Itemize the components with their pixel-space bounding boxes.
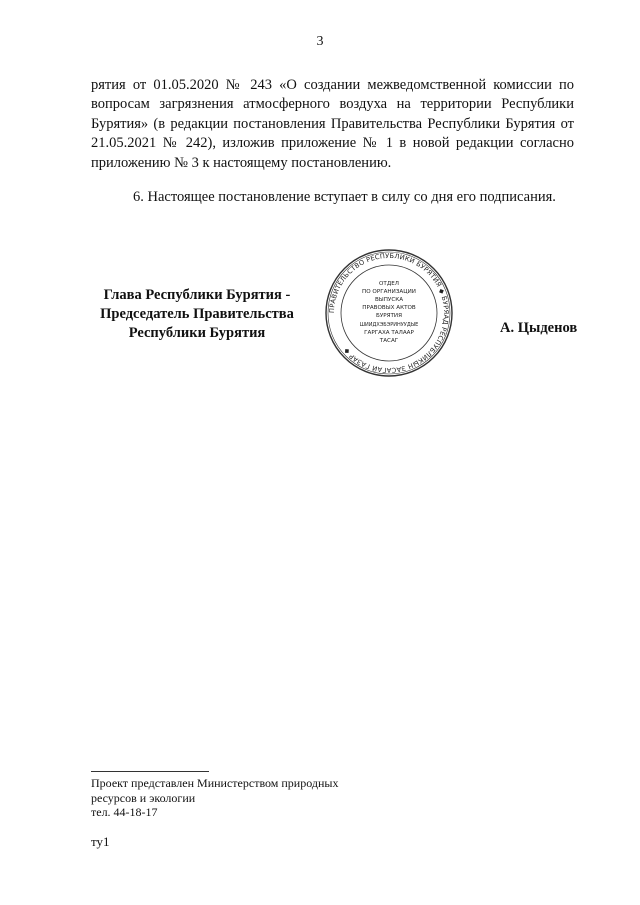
- seal-inner-line: ОТДЕЛ: [379, 281, 399, 287]
- body-paragraph: 6. Настоящее постановление вступает в силу со дня его подписания.: [133, 189, 556, 206]
- signatory-title-line: Глава Республики Бурятия -: [103, 287, 291, 303]
- signatory-title-line: Республики Бурятия: [128, 325, 266, 341]
- footer-divider: [91, 771, 209, 772]
- seal-inner-line: ТАСАГ: [379, 338, 399, 344]
- footer-note: [91, 776, 338, 820]
- body-paragraph: рятия от 01.05.2020 № 243 «О создании межведомственной комиссии по вопросам загрязнения атмосферного воздуха на территории Республики Бурятия» (в редакции постановления Правительства Республики Бурятия от 21.05.2021 № 242), изложив приложение № 1 в новой редакции согласно приложению № 3 к настоящему постановлению.: [91, 77, 574, 171]
- footer-line: ресурсов и экологии: [91, 790, 196, 805]
- seal-inner-line: ПРАВОВЫХ АКТОВ: [362, 305, 416, 311]
- footer-line: Проект представлен Министерством природных: [91, 776, 339, 790]
- document-code: ту1: [91, 834, 110, 849]
- seal-inner-line: БУРЯТИЯ: [376, 313, 402, 319]
- official-seal: [324, 248, 454, 378]
- seal-inner-line: ГАРГАХА ТАЛААР: [364, 330, 414, 336]
- page-number: 3: [316, 34, 324, 49]
- seal-inner-line: ШИИДХЭБЭРИНУУДЫЕ: [359, 322, 419, 328]
- document-body: [91, 76, 574, 207]
- footer-line: тел. 44-18-17: [91, 805, 158, 819]
- seal-inner-line: ВЫПУСКА: [374, 297, 404, 303]
- signatory-title-line: Председатель Правительства: [100, 306, 294, 322]
- signatory-name: А. Цыденов: [500, 320, 578, 336]
- signatory-title: [88, 286, 306, 343]
- seal-inner-line: ПО ОРГАНИЗАЦИИ: [362, 289, 416, 295]
- seal-outer-text: ПРАВИТЕЛЬСТВО РЕСПУБЛИКИ БУРЯТИЯ ◆ БУРЯАД РЕСПУБЛИКЫН ЗАСАГАЙ ГАЗАР ◆: [327, 251, 451, 375]
